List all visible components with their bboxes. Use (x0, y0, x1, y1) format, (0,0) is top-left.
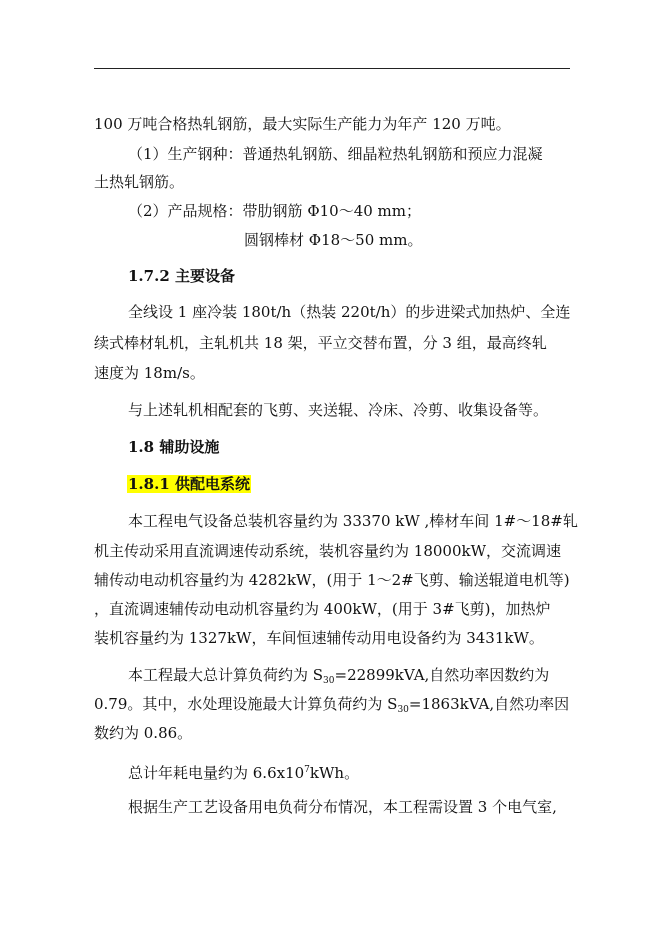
text-line: （1）生产钢种：普通热轧钢筋、细晶粒热轧钢筋和预应力混凝 (128, 145, 543, 163)
text-line: 机主传动采用直流调速传动系统，装机容量约为 18000kW，交流调速 (94, 542, 561, 560)
text-line: 续式棒材轧机，主轧机共 18 架，平立交替布置，分 3 组，最高终轧 (94, 334, 547, 352)
text-part: =1863kVA,自然功率因 (408, 695, 570, 713)
text-part: kWh。 (309, 764, 360, 782)
text-part: 本工程最大总计算负荷约为 S (128, 666, 324, 684)
text-line (128, 665, 549, 691)
text-line: 圆钢棒材 Φ18～50 mm。 (244, 231, 423, 249)
text-part: 总计年耗电量约为 6.6x10 (128, 764, 305, 782)
text-line: 速度为 18m/s。 (94, 364, 205, 382)
text-line: 辅传动电动机容量约为 4282kW，(用于 1～2#飞剪、输送辊道电机等) (94, 571, 570, 589)
header-rule (94, 68, 570, 69)
text-line: ，直流调速辅传动电动机容量约为 400kW，(用于 3#飞剪)，加热炉 (94, 600, 551, 618)
text-line: 装机容量约为 1327kW，车间恒速辅传动用电设备约为 3431kW。 (94, 629, 544, 647)
subscript: 30 (397, 705, 409, 715)
text-line (128, 760, 359, 783)
text-line: 100 万吨合格热轧钢筋，最大实际生产能力为年产 120 万吨。 (94, 115, 511, 133)
text-part: =22899kVA,自然功率因数约为 (334, 666, 550, 684)
text-line: 土热轧钢筋。 (94, 173, 185, 191)
subscript: 30 (323, 676, 335, 686)
text-line: （2）产品规格：带肋钢筋 Φ10～40 mm； (128, 202, 421, 220)
text-line: 数约为 0.86。 (94, 724, 193, 742)
text-line: 与上述轧机相配套的飞剪、夹送辊、冷床、冷剪、收集设备等。 (128, 401, 549, 419)
section-heading: 1.8 辅助设施 (128, 438, 220, 456)
text-line: 全线设 1 座冷装 180t/h（热装 220t/h）的步进梁式加热炉、全连 (128, 303, 571, 321)
section-heading-highlighted (127, 474, 251, 494)
text-line: 根据生产工艺设备用电负荷分布情况，本工程需设置 3 个电气室, (128, 798, 557, 816)
highlight: 1.8.1 供配电系统 (128, 475, 250, 493)
text-part: 0.79。其中，水处理设施最大计算负荷约为 S (94, 695, 398, 713)
superscript: 7 (304, 765, 310, 775)
section-heading: 1.7.2 主要设备 (128, 267, 235, 285)
text-line: 本工程电气设备总装机容量约为 33370 kW ,棒材车间 1#～18#轧 (128, 512, 578, 530)
text-line (94, 694, 569, 720)
